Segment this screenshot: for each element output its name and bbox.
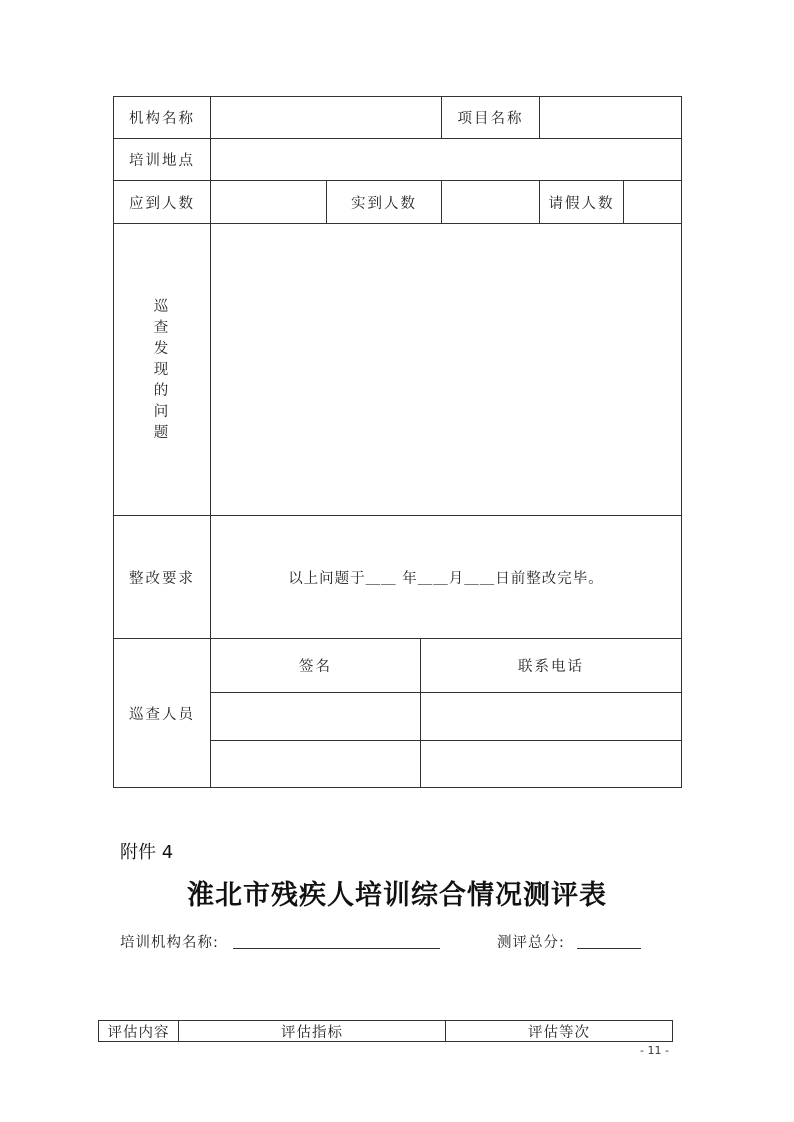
leave-count-field[interactable] <box>624 181 681 223</box>
table-rule <box>113 787 682 788</box>
inspector-label: 巡查人员 <box>129 706 195 723</box>
table-rule <box>672 1020 673 1042</box>
table-rule <box>681 96 682 788</box>
phone-field-1[interactable] <box>421 693 681 740</box>
institution-name-field[interactable] <box>211 97 441 138</box>
issues-label-char: 查 <box>153 320 169 336</box>
issues-label-char: 题 <box>153 425 169 441</box>
header-eval-content: 评估内容 <box>107 1024 170 1041</box>
sign-field-2[interactable] <box>211 741 420 787</box>
issues-label-char: 现 <box>153 362 169 378</box>
header-eval-indicator: 评估指标 <box>281 1024 343 1041</box>
page-title: 淮北市残疾人培训综合情况测评表 <box>187 880 607 911</box>
attachment-label: 附件 4 <box>120 842 174 863</box>
phone-header: 联系电话 <box>518 659 584 675</box>
sign-field-1[interactable] <box>211 693 420 740</box>
total-score-label: 测评总分: <box>497 935 565 951</box>
issues-label-char: 巡 <box>153 299 169 315</box>
page-number: - 11 - <box>640 1044 669 1057</box>
issues-label-char: 的 <box>153 383 169 399</box>
rectify-text: 以上问题于＿＿ 年＿＿月＿＿日前整改完毕。 <box>288 570 604 587</box>
issues-label-char: 发 <box>153 341 169 357</box>
header-eval-grade: 评估等次 <box>528 1024 590 1041</box>
institution-field-underline[interactable] <box>233 948 440 949</box>
rectify-label: 整改要求 <box>129 570 195 587</box>
issues-field[interactable] <box>211 224 681 515</box>
issues-label-char: 问 <box>153 404 169 420</box>
institution-name-label: 机构名称 <box>129 111 195 127</box>
project-name-field[interactable] <box>540 97 681 138</box>
training-location-label: 培训地点 <box>129 153 195 169</box>
sign-header: 签名 <box>299 659 332 675</box>
expected-count-field[interactable] <box>211 181 326 223</box>
issues-label <box>151 297 171 444</box>
leave-count-label: 请假人数 <box>548 195 615 212</box>
total-score-underline[interactable] <box>577 948 641 949</box>
training-location-field[interactable] <box>211 139 681 180</box>
expected-count-label: 应到人数 <box>129 195 195 212</box>
actual-count-label: 实到人数 <box>351 195 417 212</box>
actual-count-field[interactable] <box>442 181 539 223</box>
phone-field-2[interactable] <box>421 741 681 787</box>
project-name-label: 项目名称 <box>457 111 524 127</box>
institution-field-label: 培训机构名称: <box>120 935 219 951</box>
